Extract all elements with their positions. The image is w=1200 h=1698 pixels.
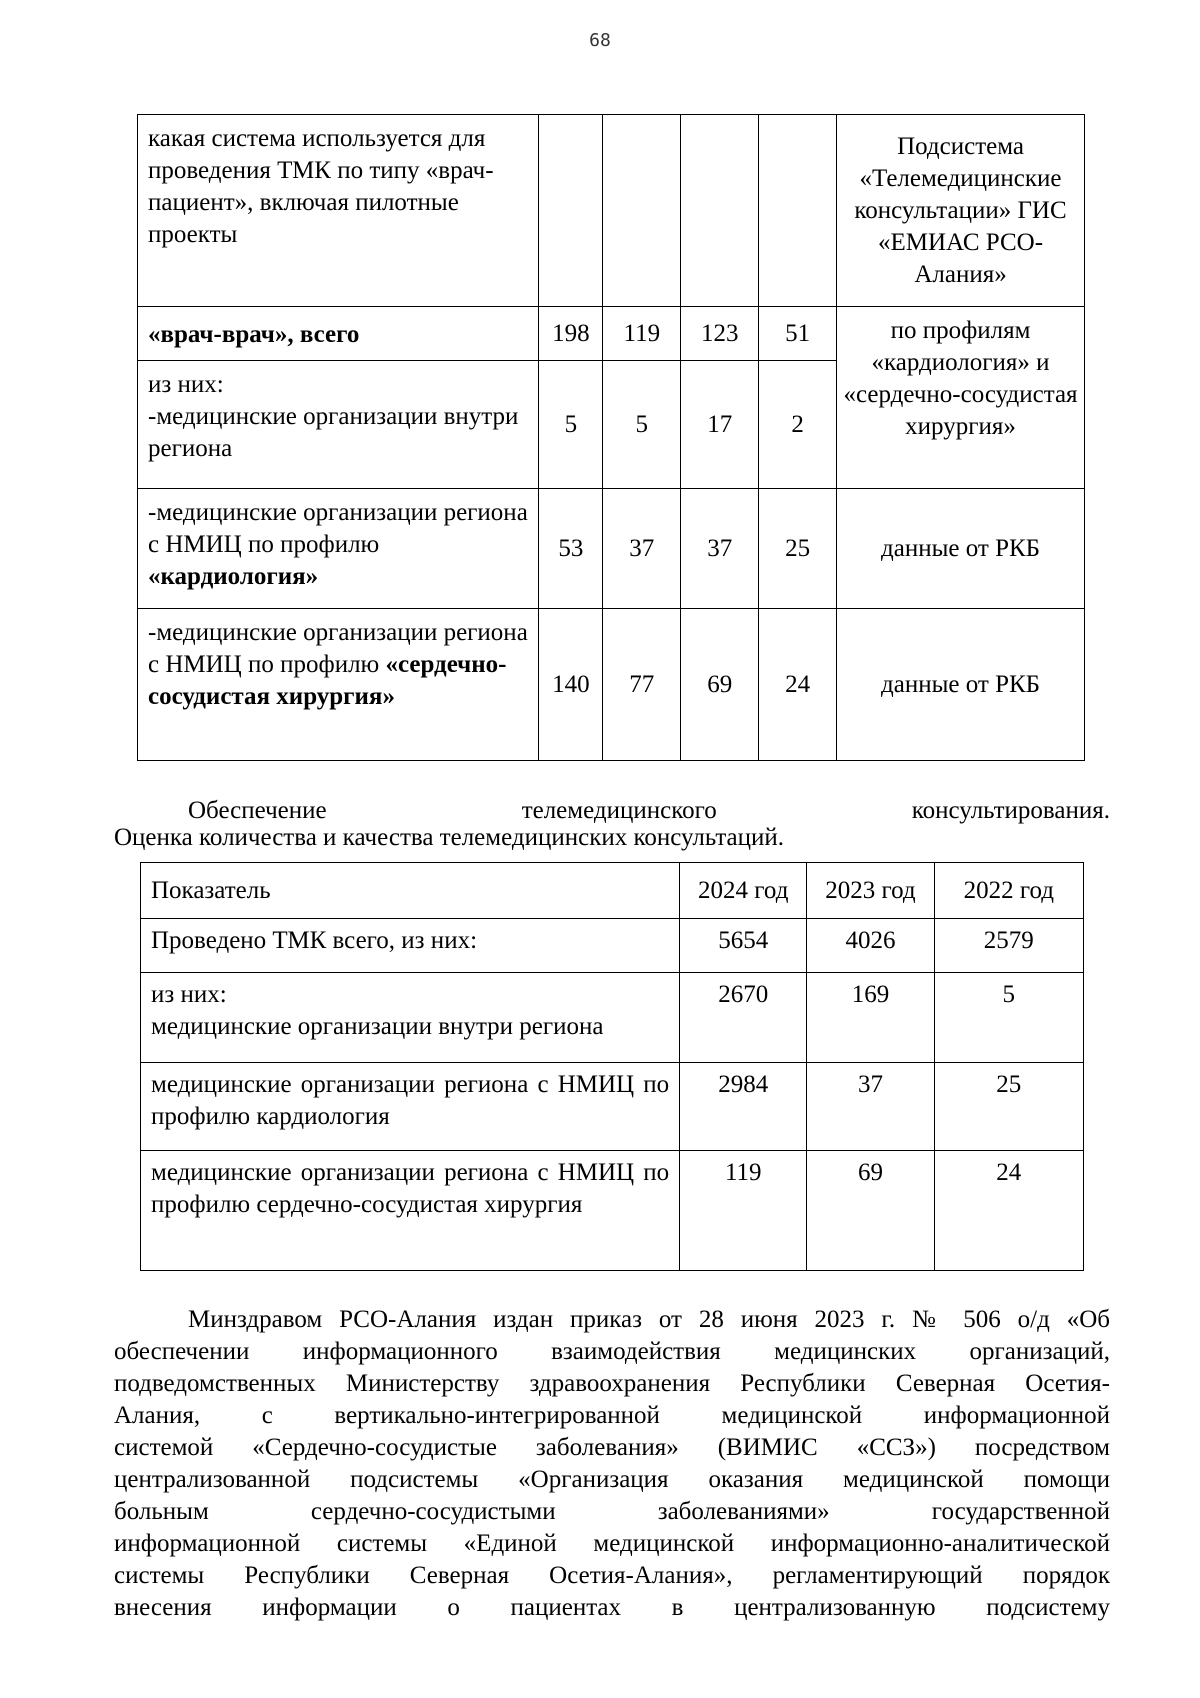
paragraph-line: централизованной подсистемы «Организация оказания медицинской помощи bbox=[114, 1466, 1110, 1493]
cell-value: 37 bbox=[603, 489, 681, 609]
row-label-line: -медицинские организации внутри региона bbox=[148, 403, 519, 462]
row-label bbox=[138, 489, 539, 609]
column-header: Показатель bbox=[141, 863, 680, 919]
cell-value: 119 bbox=[603, 307, 681, 361]
paragraph-line: системы Республики Северная Осетия-Алания», регламентирующий порядок bbox=[114, 1562, 1110, 1589]
cell-note: по профилям «кардиология» и «сердечно-сосудистая хирургия» bbox=[837, 307, 1085, 489]
tmk-statistics-table bbox=[140, 862, 1084, 1271]
row-label bbox=[138, 609, 539, 761]
paragraph-line: Алания, с вертикально-интегрированной медицинской информационной bbox=[114, 1402, 1110, 1429]
row-label-text: -медицинские организации региона с НМИЦ по профилю bbox=[148, 499, 528, 558]
paragraph-line: Минздравом РСО-Алания издан приказ от 28 июня 2023 г. № 506 о/д «Об bbox=[188, 1306, 1110, 1333]
cell-value: 37 bbox=[681, 489, 759, 609]
heading-line: Обеспечение телемедицинского консультирования. bbox=[188, 797, 1110, 824]
table-row bbox=[141, 973, 1084, 1063]
paragraph-line: подведомственных Министерству здравоохранения Республики Северная Осетия- bbox=[114, 1370, 1110, 1397]
cell-value: 24 bbox=[759, 609, 837, 761]
cell-value: 37 bbox=[807, 1063, 934, 1151]
cell-value: 69 bbox=[807, 1151, 934, 1271]
telemedicine-profiles-table bbox=[137, 114, 1085, 761]
cell-value: 140 bbox=[539, 609, 603, 761]
section-heading bbox=[114, 797, 1110, 851]
cell-value: 2 bbox=[759, 361, 837, 489]
cell-value: 198 bbox=[539, 307, 603, 361]
row-label: медицинские организации региона с НМИЦ по профилю кардиология bbox=[141, 1063, 680, 1151]
cell-note: данные от РКБ bbox=[837, 609, 1085, 761]
row-label-text: -медицинские организации региона с НМИЦ по профилю bbox=[148, 619, 528, 678]
table-row bbox=[141, 1063, 1084, 1151]
row-label bbox=[138, 361, 539, 489]
paragraph-line: внесения информации о пациентах в централизованную подсистему bbox=[114, 1594, 1110, 1621]
cell-value: 77 bbox=[603, 609, 681, 761]
row-label-bold: «врач-врач», всего bbox=[148, 320, 360, 348]
cell-value: 25 bbox=[759, 489, 837, 609]
table-row bbox=[138, 307, 1085, 361]
row-label-line: из них: bbox=[151, 981, 227, 1008]
cell-value bbox=[539, 115, 603, 307]
cell-value: 24 bbox=[934, 1151, 1083, 1271]
paragraph-line: обеспечении информационного взаимодействия медицинских организаций, bbox=[114, 1338, 1110, 1365]
row-label bbox=[141, 973, 680, 1063]
row-label-line: из них: bbox=[148, 371, 224, 398]
row-label: какая система используется для проведения ТМК по типу «врач-пациент», включая пилотные проекты bbox=[138, 115, 539, 307]
page-number: 68 bbox=[589, 30, 611, 51]
table-row bbox=[141, 919, 1084, 973]
cell-value: 17 bbox=[681, 361, 759, 489]
cell-value: 2670 bbox=[680, 973, 807, 1063]
cell-value: 2984 bbox=[680, 1063, 807, 1151]
cell-value: 169 bbox=[807, 973, 934, 1063]
row-label: медицинские организации региона с НМИЦ по профилю сердечно-сосудистая хирургия bbox=[141, 1151, 680, 1271]
cell-value: 5 bbox=[603, 361, 681, 489]
row-label-bold: «сердечно-сосудистая хирургия» bbox=[148, 651, 507, 710]
cell-value bbox=[759, 115, 837, 307]
body-paragraph bbox=[114, 1304, 1110, 1624]
row-label bbox=[138, 307, 539, 361]
paragraph-line: системой «Сердечно-сосудистые заболевания» (ВИМИС «ССЗ») посредством bbox=[114, 1434, 1110, 1461]
cell-value: 51 bbox=[759, 307, 837, 361]
paragraph-line: больным сердечно-сосудистыми заболеваниями» государственной bbox=[114, 1498, 1110, 1525]
table-row bbox=[138, 489, 1085, 609]
cell-value: 119 bbox=[680, 1151, 807, 1271]
cell-value: 69 bbox=[681, 609, 759, 761]
column-header: 2023 год bbox=[807, 863, 934, 919]
cell-note: Подсистема «Телемедицинские консультации» ГИС «ЕМИАС РСО-Алания» bbox=[837, 115, 1085, 307]
table-row bbox=[138, 609, 1085, 761]
row-label-bold: «кардиология» bbox=[148, 563, 319, 590]
cell-value: 5654 bbox=[680, 919, 807, 973]
column-header: 2022 год bbox=[934, 863, 1083, 919]
row-label: Проведено ТМК всего, из них: bbox=[141, 919, 680, 973]
heading-line: Оценка количества и качества телемедицинских консультаций. bbox=[114, 824, 785, 851]
cell-value: 5 bbox=[934, 973, 1083, 1063]
cell-value: 123 bbox=[681, 307, 759, 361]
cell-value bbox=[681, 115, 759, 307]
cell-value: 53 bbox=[539, 489, 603, 609]
cell-value: 2579 bbox=[934, 919, 1083, 973]
cell-value: 5 bbox=[539, 361, 603, 489]
cell-value bbox=[603, 115, 681, 307]
cell-value: 4026 bbox=[807, 919, 934, 973]
cell-value: 25 bbox=[934, 1063, 1083, 1151]
cell-note: данные от РКБ bbox=[837, 489, 1085, 609]
table-row bbox=[141, 1151, 1084, 1271]
table-row bbox=[138, 115, 1085, 307]
paragraph-line: информационной системы «Единой медицинской информационно-аналитической bbox=[114, 1530, 1110, 1557]
table-header-row bbox=[141, 863, 1084, 919]
column-header: 2024 год bbox=[680, 863, 807, 919]
row-label-line: медицинские организации внутри региона bbox=[151, 1013, 604, 1040]
